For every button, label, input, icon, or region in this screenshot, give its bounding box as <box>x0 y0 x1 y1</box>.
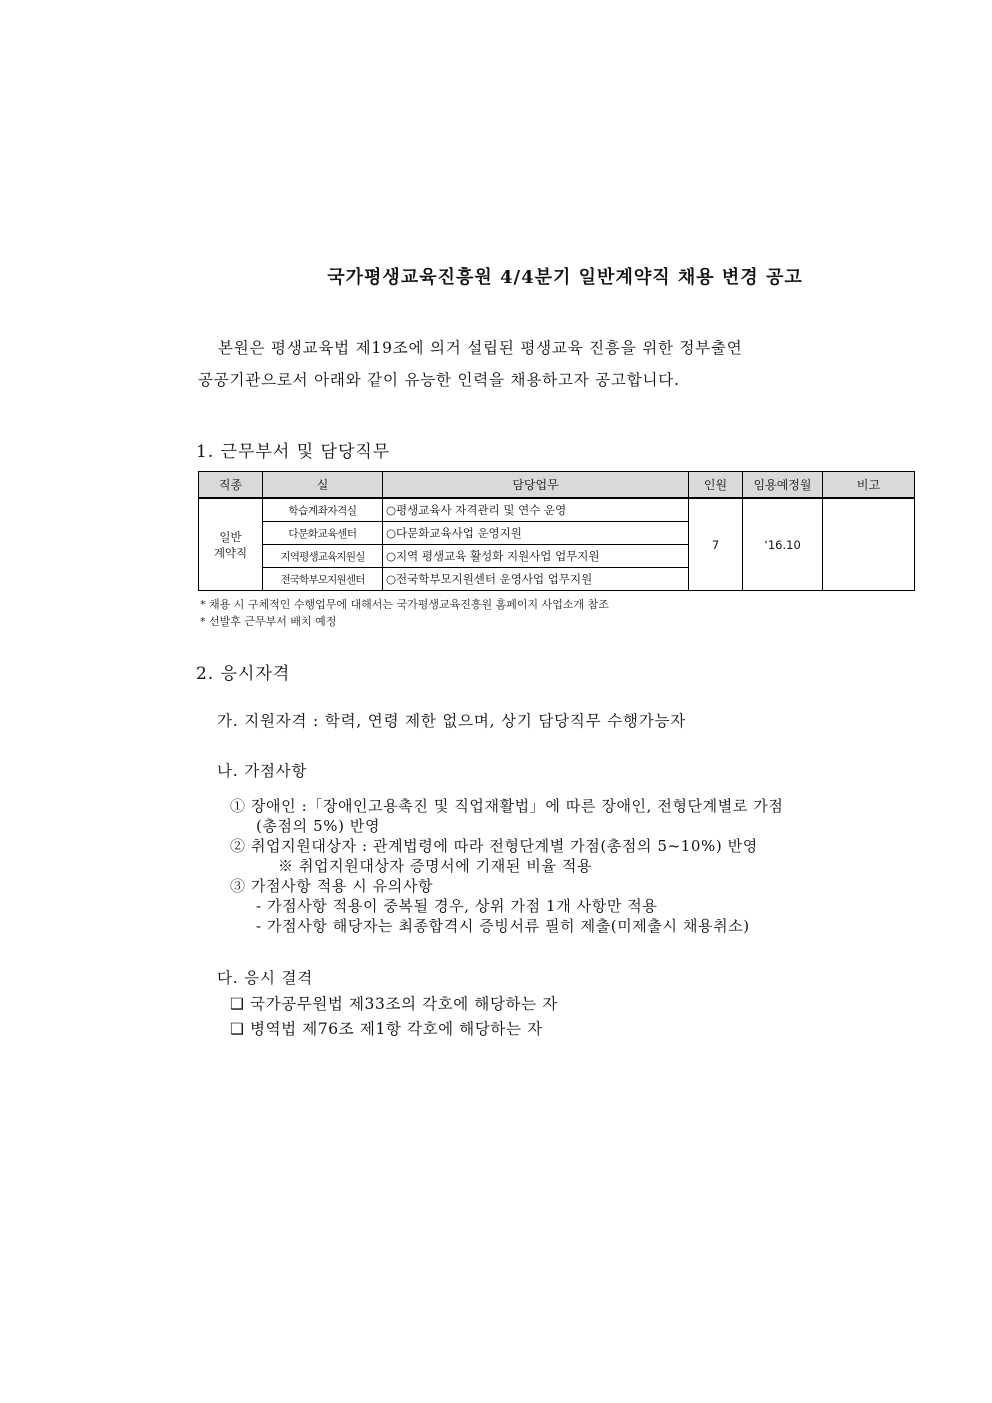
col-header-dept: 실 <box>263 472 383 499</box>
start-month-cell: ‘16.10 <box>743 498 823 591</box>
table-note-1: * 채용 시 구체적인 수행업무에 대해서는 국가평생교육진흥원 홈페이지 사업소개 참조 <box>200 598 609 611</box>
table-header-row <box>199 472 915 499</box>
section-1-heading: 1. 근무부서 및 담당직무 <box>196 442 391 462</box>
remarks-cell <box>823 498 915 591</box>
bonus-points-heading: 나. 가점사항 <box>217 762 308 780</box>
dept-cell: 다문화교육센터 <box>263 522 383 545</box>
col-header-headcount: 인원 <box>689 472 743 499</box>
table-row <box>199 498 915 522</box>
qualification-line: 가. 지원자격 : 학력, 연령 제한 없으며, 상기 담당직무 수행가능자 <box>217 712 687 730</box>
headcount-cell: 7 <box>689 498 743 591</box>
bonus-item-1: ① 장애인 :「장애인고용촉진 및 직업재활법」에 따른 장애인, 전형단계별로 가점 <box>230 797 784 815</box>
section-2-heading: 2. 응시자격 <box>196 664 291 684</box>
duty-table <box>198 471 915 591</box>
col-header-job-type: 직종 <box>199 472 263 499</box>
col-header-remarks: 비고 <box>823 472 915 499</box>
intro-line-2: 공공기관으로서 아래와 같이 유능한 인력을 채용하고자 공고합니다. <box>198 371 680 389</box>
disqualification-item-2: ❑ 병역법 제76조 제1항 각호에 해당하는 자 <box>230 1020 543 1038</box>
task-cell: ○지역 평생교육 활성화 지원사업 업무지원 <box>383 545 689 568</box>
table-note-2: * 선발후 근무부서 배치 예정 <box>200 615 337 628</box>
bonus-item-2-note: ※ 취업지원대상자 증명서에 기재된 비율 적용 <box>278 857 593 875</box>
page-title: 국가평생교육진흥원 4/4분기 일반계약직 채용 변경 공고 <box>327 267 803 288</box>
col-header-task: 담당업무 <box>383 472 689 499</box>
bonus-item-3-b: - 가점사항 해당자는 최종합격시 증빙서류 필히 제출(미제출시 채용취소) <box>256 917 750 935</box>
col-header-start-month: 임용예정월 <box>743 472 823 499</box>
dept-cell: 학습계좌자격실 <box>263 498 383 522</box>
dept-cell: 지역평생교육지원실 <box>263 545 383 568</box>
bonus-item-3-a: - 가점사항 적용이 중복될 경우, 상위 가점 1개 사항만 적용 <box>256 897 658 915</box>
disqualification-heading: 다. 응시 결격 <box>217 969 314 987</box>
task-cell: ○평생교육사 자격관리 및 연수 운영 <box>383 498 689 522</box>
bonus-item-3: ③ 가점사항 적용 시 유의사항 <box>230 877 434 895</box>
intro-line-1: 본원은 평생교육법 제19조에 의거 설립된 평생교육 진흥을 위한 정부출연 <box>218 339 743 357</box>
task-cell: ○다문화교육사업 운영지원 <box>383 522 689 545</box>
disqualification-item-1: ❑ 국가공무원법 제33조의 각호에 해당하는 자 <box>230 995 558 1013</box>
task-cell: ○전국학부모지원센터 운영사업 업무지원 <box>383 568 689 591</box>
bonus-item-2: ② 취업지원대상자 : 관계법령에 따라 전형단계별 가점(총점의 5~10%) 반영 <box>230 837 758 855</box>
dept-cell: 전국학부모지원센터 <box>263 568 383 591</box>
bonus-item-1-cont: (총점의 5%) 반영 <box>256 817 381 835</box>
job-type-cell: 일반 계약직 <box>199 498 263 591</box>
